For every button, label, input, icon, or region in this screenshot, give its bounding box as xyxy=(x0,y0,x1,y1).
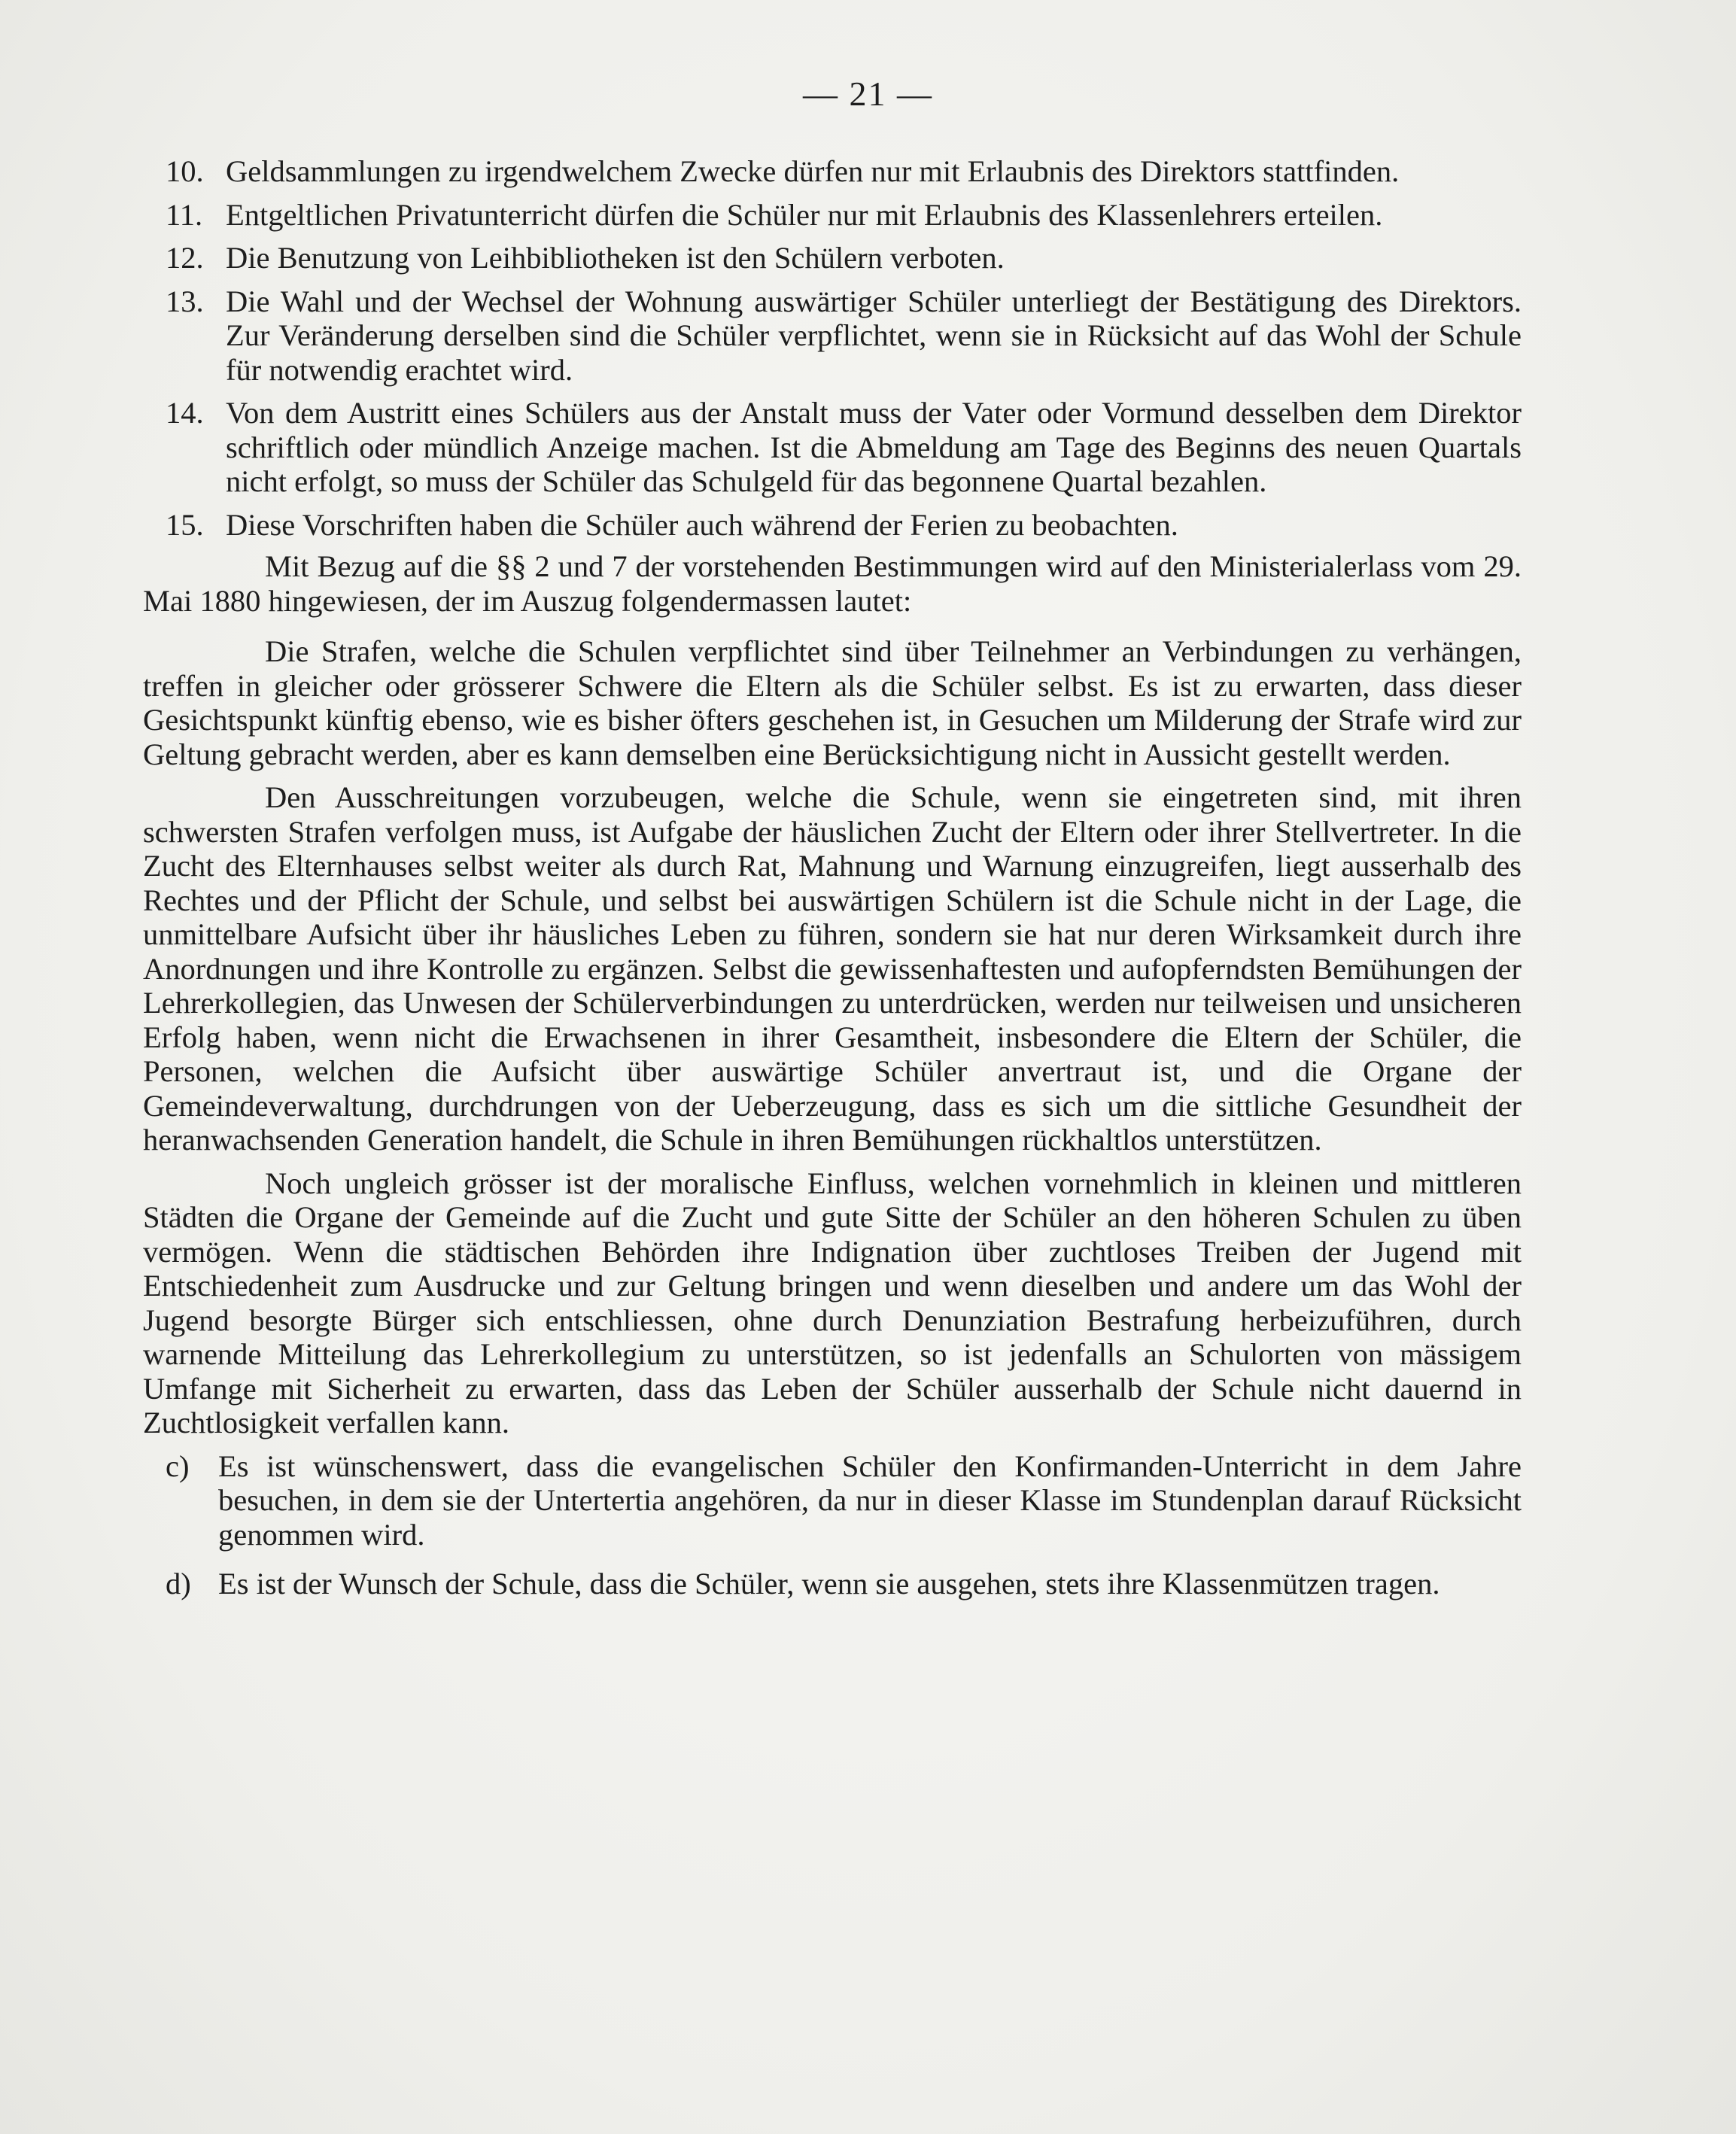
quote-paragraph-2: Den Ausschreitungen vorzubeugen, welche die Schule, wenn sie eingetreten sind, mit ihren schwersten Strafen verfolgen muss, ist Aufgabe der häuslichen Zucht der Eltern oder ihrer Stellvertreter. In die Zucht des Elternhauses selbst weiter als durch Rat, Mahnung und Warnung einzugreifen, liegt ausserhalb des Rechtes und der Pflicht der Schule, und selbst bei auswärtigen Schülern ist die Schule nicht in der Lage, die unmittelbare Aufsicht über ihr häusliches Leben zu führen, sondern sie hat nur deren Wirksamkeit durch ihre Anordnungen und ihre Kontrolle zu ergänzen. Selbst die gewissenhaftesten und aufopferndsten Bemühungen der Lehrerkollegien, das Unwesen der Schülerverbindungen zu unterdrücken, werden nur teilweisen und unsicheren Erfolg haben, wenn nicht die Erwachsenen in ihrer Gesamtheit, insbesondere die Eltern der Schüler, die Personen, welchen die Aufsicht über auswärtige Schüler anvertraut ist, und die Organe der Gemeindeverwaltung, durchdrungen von der Ueberzeugung, dass es sich um die sittliche Gesundheit der heranwachsenden Generation handelt, die Schule in ihren Bemühungen rückhaltlos unterstützen. xyxy=(143,780,1522,1157)
rule-item-15 xyxy=(143,508,1522,543)
letter-label: d) xyxy=(166,1567,191,1600)
rule-number: 14. xyxy=(166,396,204,430)
rule-number: 15. xyxy=(166,507,204,542)
quote-paragraph-3: Noch ungleich grösser ist der moralische Einfluss, welchen vornehmlich in kleinen und mittleren Städten die Organe der Gemeinde auf die Zucht und gute Sitte der Schüler an den höheren Schulen zu üben vermögen. Wenn die städtischen Behörden ihre Indignation über zuchtloses Treiben der Jugend mit Entschiedenheit zum Ausdrucke und zur Geltung bringen und wenn dieselben und andere um das Wohl der Jugend besorgte Bürger sich entschliessen, ohne durch Denunziation Bestrafung herbeizuführen, durch warnende Mitteilung das Lehrerkollegium zu unterstützen, so ist jedenfalls an Schulorten von mässigem Umfange mit Sicherheit zu erwarten, dass das Leben der Schüler ausserhalb der Schule nicht dauernd in Zuchtlosigkeit verfallen kann. xyxy=(143,1166,1522,1439)
letter-item-d xyxy=(143,1567,1522,1601)
letter-text: Es ist der Wunsch der Schule, dass die Schüler, wenn sie ausgehen, stets ihre Klassenmützen tragen. xyxy=(218,1567,1440,1600)
page-number: — 21 — xyxy=(803,74,933,113)
rule-item-12 xyxy=(143,241,1522,275)
rule-text: Geldsammlungen zu irgendwelchem Zwecke dürfen nur mit Erlaubnis des Direktors stattfinden. xyxy=(226,154,1400,188)
letter-label: c) xyxy=(166,1449,190,1483)
letter-item-c xyxy=(143,1449,1522,1552)
rule-item-11 xyxy=(143,198,1522,233)
intro-paragraph: Mit Bezug auf die §§ 2 und 7 der vorstehenden Bestimmungen wird auf den Ministerialerlass vom 29. Mai 1880 hingewiesen, der im Auszug folgendermassen lautet: xyxy=(143,549,1522,618)
rule-item-13 xyxy=(143,284,1522,388)
rule-number: 11. xyxy=(166,197,203,232)
rule-number: 12. xyxy=(166,241,204,275)
rule-item-10 xyxy=(143,154,1522,189)
quote-paragraph-1: Die Strafen, welche die Schulen verpflichtet sind über Teilnehmer an Verbindungen zu verhängen, treffen in gleicher oder grösserer Schwere die Eltern als die Schüler selbst. Es ist zu erwarten, dass dieser Gesichtspunkt künftig ebenso, wie es bisher öfters geschehen ist, in Gesuchen um Milderung der Strafe wird zur Geltung gebracht werden, aber es kann demselben eine Berücksichtigung nicht in Aussicht gestellt werden. xyxy=(143,634,1522,771)
page-body xyxy=(143,154,1522,1601)
rule-text: Diese Vorschriften haben die Schüler auch während der Ferien zu beobachten. xyxy=(226,507,1178,542)
rule-text: Von dem Austritt eines Schülers aus der Anstalt muss der Vater oder Vormund desselben dem Direktor schriftlich oder mündlich Anzeige machen. Ist die Abmeldung am Tage des Beginns des neuen Quartals nicht erfolgt, so muss der Schüler das Schulgeld für das begonnene Quartal bezahlen. xyxy=(226,396,1522,498)
rule-text: Die Wahl und der Wechsel der Wohnung auswärtiger Schüler unterliegt der Bestätigung des Direktors. Zur Veränderung derselben sind die Schüler verpflichtet, wenn sie in Rücksicht auf das Wohl der Schule für notwendig erachtet wird. xyxy=(226,284,1522,387)
rule-number: 13. xyxy=(166,284,204,318)
rule-text: Entgeltlichen Privatunterricht dürfen die Schüler nur mit Erlaubnis des Klassenlehrers erteilen. xyxy=(226,197,1383,232)
rule-item-14 xyxy=(143,396,1522,499)
letter-text: Es ist wünschenswert, dass die evangelischen Schüler den Konfirmanden-Unterricht in dem Jahre besuchen, in dem sie der Untertertia angehören, da nur in dieser Klasse im Stundenplan darauf Rücksicht genommen wird. xyxy=(218,1449,1522,1552)
rule-number: 10. xyxy=(166,154,204,188)
rule-text: Die Benutzung von Leihbibliotheken ist den Schülern verboten. xyxy=(226,241,1005,275)
